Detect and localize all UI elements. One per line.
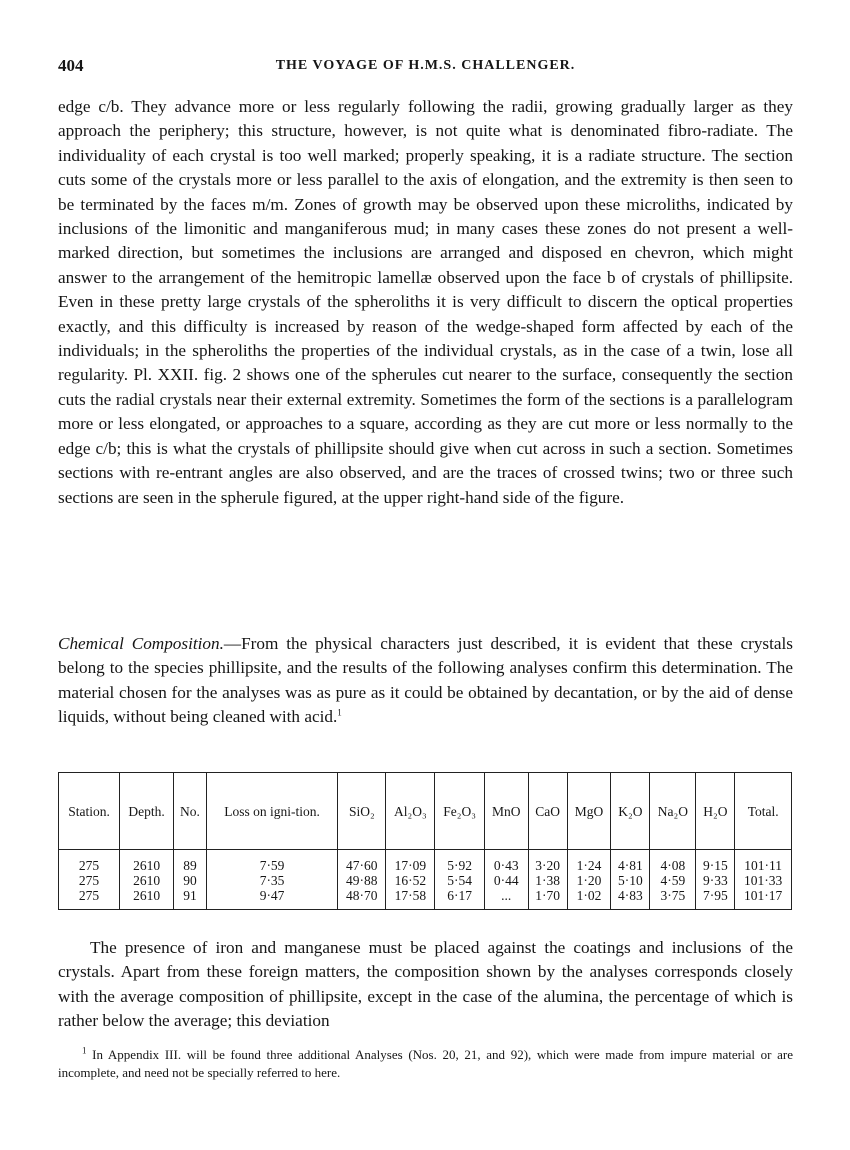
table-cell: 2610: [120, 850, 174, 874]
table-cell: 7·59: [206, 850, 338, 874]
table-cell: 101·17: [735, 888, 792, 910]
analysis-table: [58, 772, 792, 910]
column-header: Depth.: [120, 773, 174, 850]
table-cell: 89: [174, 850, 207, 874]
table-cell: 0·43: [484, 850, 528, 874]
table-cell: 4·81: [611, 850, 650, 874]
table-cell: 5·10: [611, 873, 650, 888]
table-cell: 1·02: [567, 888, 611, 910]
table-cell: 17·09: [386, 850, 435, 874]
table-cell: 17·58: [386, 888, 435, 910]
table-cell: 1·38: [528, 873, 567, 888]
table-cell: 9·47: [206, 888, 338, 910]
column-header: H₂O: [696, 773, 735, 850]
table-cell: 7·35: [206, 873, 338, 888]
column-header: Loss on igni-tion.: [206, 773, 338, 850]
table-cell: 5·54: [435, 873, 484, 888]
table-cell: 1·70: [528, 888, 567, 910]
column-header: MnO: [484, 773, 528, 850]
body-paragraph-3: The presence of iron and manganese must be placed against the coatings and inclusions of the crystals. Apart from these foreign matters, the composition shown by the analyses corresponds closely with the average composition of phillipsite, except in the case of the alumina, the percentage of which is rather below the average; this deviation: [58, 938, 793, 1031]
table-cell: 5·92: [435, 850, 484, 874]
table-cell: 275: [78, 888, 100, 903]
column-header: No.: [174, 773, 207, 850]
column-header: K₂O: [611, 773, 650, 850]
footnote-ref: 1: [337, 707, 342, 718]
footnote-text: In Appendix III. will be found three additional Analyses (Nos. 20, 21, and 92), which were made from impure material or are incomplete, and need not be specially referred to here.: [58, 1047, 793, 1080]
analysis-table-wrapper: [58, 772, 792, 910]
table-cell: 101·33: [735, 873, 792, 888]
page-number: 404: [58, 56, 84, 75]
section-text: —From the physical characters just described, it is evident that these crystals belong to the species phillipsite, and the results of the following analyses confirm this determination. The material chosen for the analyses was as pure as it could be obtained by decantation, or by the aid of dense liquids, without being cleaned with acid.: [58, 634, 793, 727]
footnote: [58, 1046, 793, 1082]
table-row: [59, 873, 792, 888]
table-cell: 7·95: [696, 888, 735, 910]
table-cell: 275: [78, 858, 100, 873]
column-header: CaO: [528, 773, 567, 850]
table-cell: 16·52: [386, 873, 435, 888]
table-cell: 48·70: [338, 888, 386, 910]
footnote-marker: 1: [82, 1045, 87, 1056]
table-cell: 9·15: [696, 850, 735, 874]
table-cell: 4·08: [650, 850, 696, 874]
table-body: [59, 850, 792, 910]
table-cell: 0·44: [484, 873, 528, 888]
table-cell: 3·75: [650, 888, 696, 910]
column-header: Al₂O₃: [386, 773, 435, 850]
table-cell: 3·20: [528, 850, 567, 874]
table-cell: 1·20: [567, 873, 611, 888]
table-header-row: [59, 773, 792, 850]
table-cell: 2610: [120, 888, 174, 910]
table-cell: 101·11: [735, 850, 792, 874]
table-cell: ...: [484, 888, 528, 910]
body-paragraph-1: edge c/b. They advance more or less regularly following the radii, growing gradually larger as they approach the periphery; this structure, however, is not quite what is denominated fibro-radiate. The individuality of each crystal is too well marked; properly speaking, it is a radiate structure. The section cuts some of the crystals more or less parallel to the axis of elongation, and the extremity is then seen to be terminated by the faces m/m. Zones of growth may be observed upon these microliths, indicated by inclusions of the limonitic and manganiferous mud; in many cases these zones do not present a well-marked direction, but sometimes the inclusions are arranged and disposed en chevron, which might answer to the arrangement of the hemitropic lamellæ observed upon the face b of crystals of phillipsite. Even in these pretty large crystals of the spheroliths it is very difficult to discern the optical properties exactly, and this difficulty is increased by reason of the wedge-shaped form affected by each of the individuals; in the spheroliths the properties of the individual crystals, as in the case of a twin, lose all regularity. Pl. XXII. fig. 2 shows one of the spherules cut nearer to the surface, consequently the section cuts the radial crystals near their external extremity. Sometimes the form of the sections is a parallelogram more or less elongated, or approaches to a square, according as they are cut more or less normally to the edge c/b; this is what the crystals of phillipsite should give when cut across in such a section. Sometimes sections with re-entrant angles are also observed, and are the traces of crossed twins; two or three such sections are seen in the spherule figured, at the upper right-hand side of the figure.: [58, 97, 793, 507]
table-row: [59, 888, 792, 910]
table-cell: 90: [174, 873, 207, 888]
running-title: THE VOYAGE OF H.M.S. CHALLENGER.: [275, 58, 576, 73]
section-heading: Chemical Composition.: [58, 634, 224, 653]
column-header: MgO: [567, 773, 611, 850]
table-cell: 91: [174, 888, 207, 910]
page-header: [58, 56, 793, 80]
column-header: Na₂O: [650, 773, 696, 850]
table-row: [59, 850, 792, 874]
table-cell: 2610: [120, 873, 174, 888]
table-cell: 49·88: [338, 873, 386, 888]
column-header: Station.: [68, 803, 110, 819]
table-cell: 9·33: [696, 873, 735, 888]
table-cell: 4·83: [611, 888, 650, 910]
table-cell: 275: [78, 873, 100, 888]
table-cell: 4·59: [650, 873, 696, 888]
column-header: Total.: [735, 773, 792, 850]
table-cell: 47·60: [338, 850, 386, 874]
chemical-composition-paragraph: [58, 632, 793, 730]
table-cell: 1·24: [567, 850, 611, 874]
column-header: SiO₂: [338, 773, 386, 850]
column-header: Fe₂O₃: [435, 773, 484, 850]
table-cell: 6·17: [435, 888, 484, 910]
